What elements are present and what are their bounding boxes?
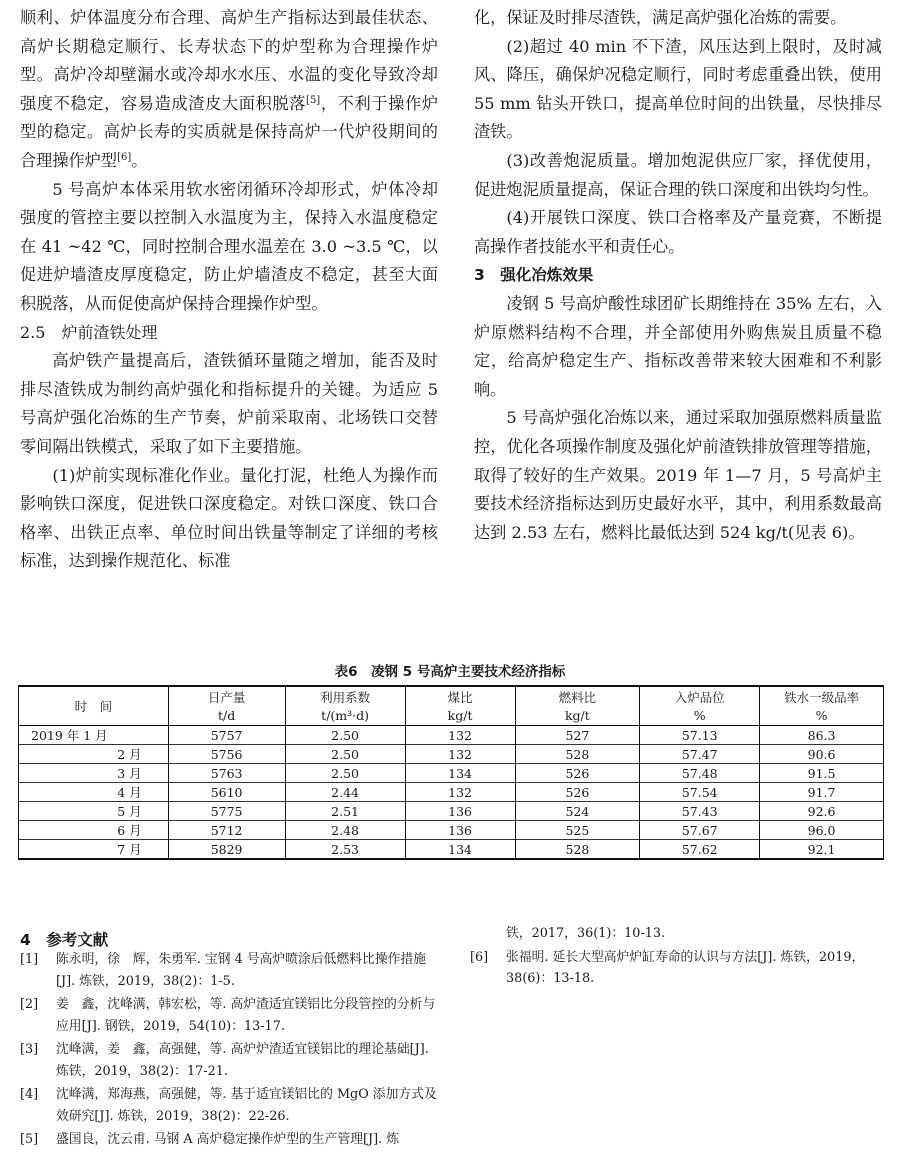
paragraph: (2)超过 40 min 不下渣，风压达到上限时，及时减风、降压，确保炉况稳定顺行，同时考虑重叠出铁，使用 55 mm 钻头开铁口，提高单位时间的出铁量，尽快排尽渣铁。 (474, 36, 882, 142)
table-cell: 527 (515, 726, 640, 745)
table-cell: 5610 (168, 783, 285, 802)
table-row (19, 726, 884, 745)
table-cell: 134 (405, 840, 515, 860)
table-cell: 92.6 (760, 802, 884, 821)
table-row (19, 840, 884, 860)
table-cell: 57.62 (640, 840, 760, 860)
table-header-cell: 时 间 (19, 686, 169, 726)
table-cell: 57.13 (640, 726, 760, 745)
table-cell: 57.54 (640, 783, 760, 802)
right-column (474, 4, 882, 547)
table-row (19, 821, 884, 840)
table-cell: 2.50 (285, 726, 405, 745)
data-table (18, 685, 884, 860)
table-cell: 2019 年 1 月 (19, 726, 169, 745)
table-header-cell: 燃料比 (515, 686, 640, 706)
table-cell: 2 月 (19, 745, 169, 764)
table-cell: 526 (515, 764, 640, 783)
table-unit-cell: kg/t (405, 706, 515, 726)
reference-item: [6] 张福明. 延长大型高炉炉缸寿命的认识与方法[J]. 炼铁，2019，38(6)：13-18. (470, 949, 865, 986)
paragraph: 凌钢 5 号高炉酸性球团矿长期维持在 35% 左右，入炉原燃料结构不合理，并全部使用外购焦炭且质量不稳定，给高炉稳定生产、指标改善带来较大困难和不利影响。 (474, 293, 882, 399)
paragraph: (1)炉前实现标准化作业。量化打泥，杜绝人为操作而影响铁口深度，促进铁口深度稳定。对铁口深度、铁口合格率、出铁正点率、单位时间出铁量等制定了详细的考核标准，达到操作规范化、标准 (20, 465, 438, 571)
table-cell: 132 (405, 745, 515, 764)
table-header-cell: 利用系数 (285, 686, 405, 706)
section-heading: 3 强化冶炼效果 (474, 266, 594, 285)
table-cell: 2.53 (285, 840, 405, 860)
table-cell: 5712 (168, 821, 285, 840)
table-cell: 5763 (168, 764, 285, 783)
table-cell: 90.6 (760, 745, 884, 764)
table-cell: 2.48 (285, 821, 405, 840)
table-cell: 136 (405, 821, 515, 840)
table-unit-cell: % (760, 706, 884, 726)
paragraph: 顺利、炉体温度分布合理、高炉生产指标达到最佳状态、高炉长期稳定顺行、长寿状态下的炉型称为合理操作炉型。高炉冷却壁漏水或冷却水水压、水温的变化导致冷却强度不稳定，容易造成渣皮大面积脱落[5]，不利于操作炉型的稳定。高炉长寿的实质就是保持高炉一代炉役期间的合理操作炉型[6]。 (20, 8, 439, 170)
table-unit-cell: t/d (168, 706, 285, 726)
table-cell: 92.1 (760, 840, 884, 860)
table-cell: 132 (405, 783, 515, 802)
table-cell: 2.50 (285, 745, 405, 764)
table-cell: 6 月 (19, 821, 169, 840)
data-table-container (18, 685, 884, 860)
table-row (19, 745, 884, 764)
table-cell: 3 月 (19, 764, 169, 783)
paragraph: 化，保证及时排尽渣铁，满足高炉强化冶炼的需要。 (474, 8, 847, 27)
references-heading: 4 参考文献 (20, 931, 109, 949)
table-cell: 528 (515, 745, 640, 764)
paragraph: (4)开展铁口深度、铁口合格率及产量竞赛，不断提高操作者技能水平和责任心。 (474, 208, 882, 256)
table-row (19, 764, 884, 783)
reference-item: [2] 姜 鑫，沈峰满，韩宏松，等. 高炉渣适宜镁铝比分段管控的分析与应用[J]. 钢铁，2019，54(10)：13-17. (20, 997, 436, 1034)
table-cell: 7 月 (19, 840, 169, 860)
table-cell: 5 月 (19, 802, 169, 821)
table-cell: 86.3 (760, 726, 884, 745)
table-header-cell: 煤比 (405, 686, 515, 706)
table-unit-cell: t/(m³·d) (285, 706, 405, 726)
table-cell: 5829 (168, 840, 285, 860)
reference-continuation: 铁，2017，36(1)：10-13. (506, 926, 666, 941)
table-row (19, 802, 884, 821)
table-cell: 2.51 (285, 802, 405, 821)
section-heading: 2.5 炉前渣铁处理 (20, 322, 158, 342)
table-header-cell: 铁水一级品率 (760, 686, 884, 706)
reference-item: [3] 沈峰满，姜 鑫，高强健，等. 高炉炉渣适宜镁铝比的理论基础[J]. 炼铁，2019，38(2)：17-21. (20, 1042, 429, 1079)
references-list-right (470, 923, 884, 992)
paragraph: 高炉铁产量提高后，渣铁循环量随之增加，能否及时排尽渣铁成为制约高炉强化和指标提升的关键。为适应 5 号高炉强化冶炼的生产节奏，炉前采取南、北场铁口交替零间隔出铁模式，采取了如下主要措施。 (20, 351, 438, 456)
left-column (20, 4, 438, 576)
table-header-row (19, 686, 884, 706)
table-unit-cell: kg/t (515, 706, 640, 726)
table-cell: 2.44 (285, 783, 405, 802)
table-cell: 2.50 (285, 764, 405, 783)
table-cell: 57.47 (640, 745, 760, 764)
paragraph: 5 号高炉强化冶炼以来，通过采取加强原燃料质量监控，优化各项操作制度及强化炉前渣铁排放管理等措施，取得了较好的生产效果。2019 年 1—7 月，5 号高炉主要技术经济指标达到历史最好水平，其中，利用系数最高达到 2.53 左右，燃料比最低达到 524 kg/t(见表 6)。 (474, 408, 882, 542)
table-cell: 96.0 (760, 821, 884, 840)
table-cell: 134 (405, 764, 515, 783)
table-row (19, 783, 884, 802)
table-cell: 57.48 (640, 764, 760, 783)
table-cell: 57.67 (640, 821, 760, 840)
table-cell: 526 (515, 783, 640, 802)
table-header-cell: 入炉品位 (640, 686, 760, 706)
table-cell: 132 (405, 726, 515, 745)
reference-item: [5] 盛国良，沈云甫. 马钢 A 高炉稳定操作炉型的生产管理[J]. 炼 (20, 1132, 400, 1147)
table-cell: 524 (515, 802, 640, 821)
table-cell: 525 (515, 821, 640, 840)
paragraph: 5 号高炉本体采用软水密闭循环冷却形式，炉体冷却强度的管控主要以控制入水温度为主，保持入水温度稳定在 41 ~42 ℃，同时控制合理水温差在 3.0 ~3.5 ℃，以促进炉墙渣皮厚度稳定，防止炉墙渣皮不稳定，甚至大面积脱落，从而促使高炉保持合理操作炉型。 (20, 179, 438, 313)
table-unit-cell: % (640, 706, 760, 726)
table-caption: 表6 凌钢 5 号高炉主要技术经济指标 (334, 664, 566, 680)
table-cell: 57.43 (640, 802, 760, 821)
table-cell: 5756 (168, 745, 285, 764)
table-cell: 4 月 (19, 783, 169, 802)
table-header-cell: 日产量 (168, 686, 285, 706)
table-cell: 91.5 (760, 764, 884, 783)
table-cell: 5757 (168, 726, 285, 745)
reference-item: [4] 沈峰满，郑海燕，高强健，等. 基于适宜镁铝比的 MgO 添加方式及效研究[J]. 炼铁，2019，38(2)：22-26. (20, 1087, 437, 1124)
table-cell: 91.7 (760, 783, 884, 802)
table-cell: 5775 (168, 802, 285, 821)
reference-item: [1] 陈永明，徐 辉，朱勇军. 宝钢 4 号高炉喷涂后低燃料比操作措施[J]. 炼铁，2019，38(2)：1-5. (20, 952, 426, 989)
table-cell: 528 (515, 840, 640, 860)
table-cell: 136 (405, 802, 515, 821)
paragraph: (3)改善炮泥质量。增加炮泥供应厂家，择优使用，促进炮泥质量提高，保证合理的铁口深度和出铁均匀性。 (474, 150, 882, 199)
references-list-left (20, 949, 440, 1153)
